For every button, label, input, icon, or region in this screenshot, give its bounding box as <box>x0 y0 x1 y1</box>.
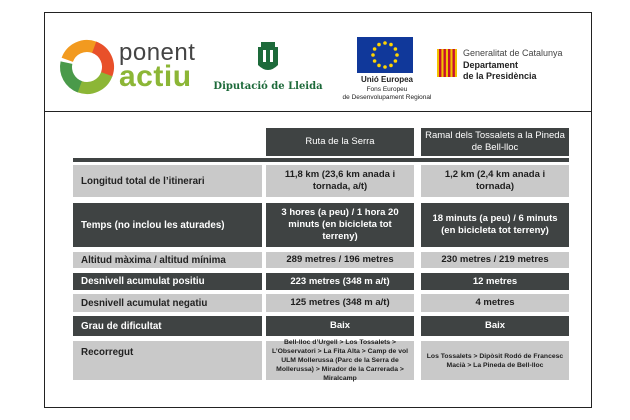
ponent-actiu-ring-icon <box>57 37 117 97</box>
header-bar <box>73 158 569 162</box>
row-longitud-col2: 1,2 km (2,4 km anada i tornada) <box>421 165 569 197</box>
row-longitud-col1: 11,8 km (23,6 km anada i tornada, a/t) <box>266 165 414 197</box>
row-desnivell-positiu-col1: 223 metres (348 m a/t) <box>266 273 414 290</box>
row-label-desnivell-positiu: Desnivell acumulat positiu <box>73 273 262 290</box>
generalitat-flag-icon <box>437 49 457 77</box>
row-label-dificultat: Grau de dificultat <box>73 316 262 336</box>
row-dificultat-col1: Baix <box>266 316 414 336</box>
ponent-actiu-logo <box>57 37 207 97</box>
row-desnivell-positiu-col2: 12 metres <box>421 273 569 290</box>
row-label-recorregut: Recorregut <box>73 341 262 380</box>
ponent-word: ponent <box>119 39 196 66</box>
eu-title: Unió Europea <box>360 75 413 84</box>
eu-logo <box>342 37 432 107</box>
row-desnivell-negatiu-col2: 4 metres <box>421 294 569 312</box>
generalitat-dept: Departament <box>463 60 519 70</box>
generalitat-presidencia: de la Presidència <box>463 71 537 81</box>
row-dificultat-col2: Baix <box>421 316 569 336</box>
row-label-desnivell-negatiu: Desnivell acumulat negatiu <box>73 294 262 312</box>
row-temps-col1: 3 hores (a peu) / 1 hora 20 minuts (en bicicleta tot terreny) <box>266 203 414 247</box>
diputacio-lleida-logo <box>213 37 323 97</box>
row-temps-col2: 18 minuts (a peu) / 6 minuts (en bicicleta tot terreny) <box>421 203 569 247</box>
row-recorregut-col2: Los Tossalets > Dipòsit Rodó de Francesc Macià > La Pineda de Bell-lloc <box>421 341 569 380</box>
row-label-altitud: Altitud màxima / altitud mínima <box>73 252 262 268</box>
row-label-longitud: Longitud total de l’itinerari <box>73 165 262 197</box>
row-altitud-col2: 230 metres / 219 metres <box>421 252 569 268</box>
generalitat-logo <box>437 43 587 93</box>
eu-flag-icon <box>357 37 413 73</box>
header-ramal-tossalets: Ramal dels Tossalets a la Pineda de Bell-lloc <box>421 128 569 156</box>
eu-subtitle: Fons Europeu de Desenvolupament Regional <box>342 86 432 101</box>
actiu-word: actiu <box>119 60 192 93</box>
generalitat-name: Generalitat de Catalunya <box>463 48 563 58</box>
header-divider <box>45 111 591 112</box>
header-ruta-serra: Ruta de la Serra <box>266 128 414 156</box>
row-label-temps: Temps (no inclou les aturades) <box>73 203 262 247</box>
diputacio-text: Diputació de Lleida <box>213 81 323 92</box>
row-recorregut-col1: Bell-lloc d’Urgell > Los Tossalets > L’Observatori > La Fita Alta > Camp de vol ULM Mollerussa (Parc de la Serra de Mollerussa) > Mirador de la Carrerada > Miralcamp <box>266 341 414 380</box>
row-desnivell-negatiu-col1: 125 metres (348 m a/t) <box>266 294 414 312</box>
diputacio-crest-icon <box>255 41 281 77</box>
row-altitud-col1: 289 metres / 196 metres <box>266 252 414 268</box>
